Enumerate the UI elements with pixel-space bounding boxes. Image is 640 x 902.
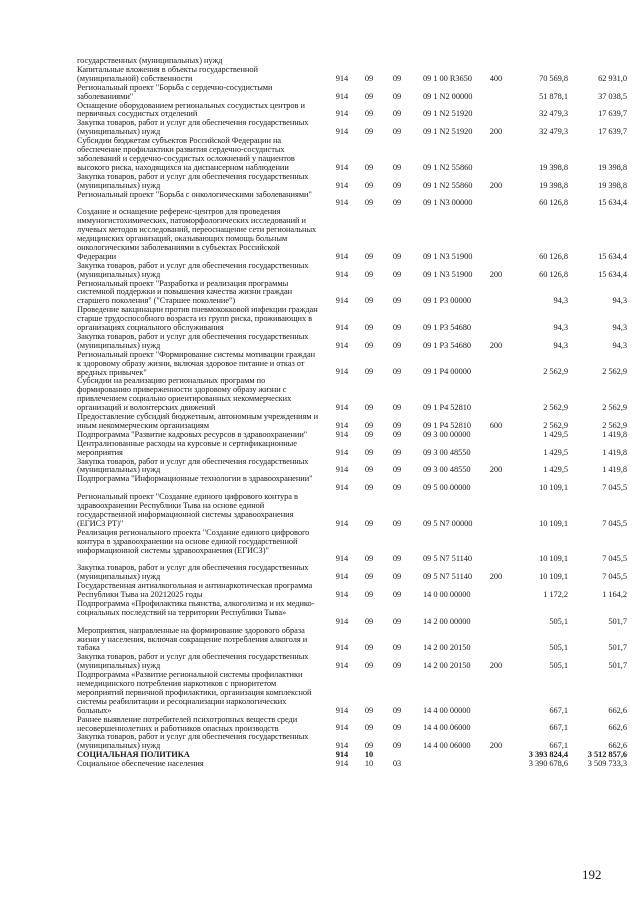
row-target-article-cell: 09 3 00 48550 bbox=[423, 447, 471, 457]
row-ved-cell: 914 bbox=[335, 705, 349, 715]
row-section-cell: 09 bbox=[364, 162, 374, 172]
row-name-cell: Создание и оснащение референс-центров для проведения иммуногистохимических, патоморфологических исследований и лучевых методов исследований, переоснащение сети региональных медицинских организаций, оказывающих помощь больным онкологическими заболеваниями в субъектах Российской Федерации bbox=[77, 207, 317, 261]
row-target-article-cell: 14 2 00 20150 bbox=[423, 661, 471, 671]
row-subsection-cell: 09 bbox=[392, 198, 402, 208]
row-section-cell: 09 bbox=[364, 723, 374, 733]
row-target-article-cell: 09 5 00 00000 bbox=[423, 483, 471, 493]
row-name-cell: Раннее выявление потребителей психотропных веществ среди несовершеннолетних и работников опасных производств bbox=[77, 714, 298, 733]
row-ved-cell: 914 bbox=[335, 340, 349, 350]
row-amount-year1-cell: 505,1 bbox=[549, 616, 568, 626]
table-row bbox=[0, 102, 640, 120]
table-row bbox=[0, 191, 640, 209]
row-name-cell: Региональный проект "Формирование системы мотивации граждан к здоровому образу жизни, включая здоровое питание и отказ от вредных привычек" bbox=[77, 349, 316, 377]
row-target-article-cell: 09 1 P4 52810 bbox=[423, 420, 471, 430]
row-amount-year2-cell: 662,6 bbox=[608, 741, 627, 751]
row-expense-type-cell: 200 bbox=[489, 269, 503, 279]
row-amount-year1-cell: 70 569,8 bbox=[539, 73, 568, 83]
row-ved-cell: 914 bbox=[335, 251, 349, 261]
row-amount-year2-cell: 15 634,4 bbox=[598, 198, 627, 208]
row-expense-type-cell: 200 bbox=[489, 661, 503, 671]
row-target-article-cell: 09 1 P3 54680 bbox=[423, 322, 471, 332]
table-row bbox=[0, 564, 640, 582]
row-ved-cell: 914 bbox=[335, 750, 349, 760]
row-amount-year1-cell: 60 126,8 bbox=[539, 251, 568, 261]
row-target-article-cell: 14 2 00 20150 bbox=[423, 643, 471, 653]
row-name-cell: Капитальные вложения в объекты государственной (муниципальной) собственности bbox=[77, 64, 258, 83]
row-expense-type-cell: 200 bbox=[489, 465, 503, 475]
row-ved-cell: 914 bbox=[335, 403, 349, 413]
row-amount-year2-cell: 1 419,8 bbox=[602, 465, 627, 475]
row-name-cell: Мероприятия, направленные на формирование здорового образа жизни у населения, включая сокращение потребления алкоголя и табака bbox=[77, 625, 308, 653]
row-section-cell: 09 bbox=[364, 73, 374, 83]
row-subsection-cell: 09 bbox=[392, 367, 402, 377]
row-amount-year2-cell: 37 038,5 bbox=[598, 91, 627, 101]
row-subsection-cell: 09 bbox=[392, 723, 402, 733]
table-row bbox=[0, 529, 640, 565]
row-amount-year2-cell: 19 398,8 bbox=[598, 180, 627, 190]
row-ved-cell: 914 bbox=[335, 127, 349, 137]
row-amount-year2-cell: 17 639,7 bbox=[598, 127, 627, 137]
row-amount-year2-cell: 94,3 bbox=[612, 322, 627, 332]
row-name-cell: Подпрограмма "Информационные технологии в здравоохранении" bbox=[77, 474, 313, 484]
row-amount-year2-cell: 2 562,9 bbox=[602, 367, 627, 377]
row-amount-year1-cell: 667,1 bbox=[549, 705, 568, 715]
row-name-cell: Закупка товаров, работ и услуг для обеспечения государственных (муниципальных) нужд bbox=[77, 732, 309, 751]
row-subsection-cell: 09 bbox=[392, 429, 402, 439]
row-target-article-cell: 09 1 P3 54680 bbox=[423, 340, 471, 350]
row-ved-cell: 914 bbox=[335, 296, 349, 306]
row-name-cell: Региональный проект "Создание единого цифрового контура в здравоохранении Республики Тыва на основе единой государственной информационной системы здравоохранения (ЕГИСЗ РТ)" bbox=[77, 492, 298, 528]
row-subsection-cell: 09 bbox=[392, 296, 402, 306]
row-amount-year1-cell: 1 429,5 bbox=[543, 447, 568, 457]
row-section-cell: 09 bbox=[364, 91, 374, 101]
row-section-cell: 09 bbox=[364, 483, 374, 493]
row-subsection-cell: 09 bbox=[392, 643, 402, 653]
row-amount-year1-cell: 94,3 bbox=[553, 296, 568, 306]
row-target-article-cell: 09 5 N7 00000 bbox=[423, 518, 473, 528]
row-subsection-cell: 09 bbox=[392, 162, 402, 172]
row-subsection-cell: 09 bbox=[392, 403, 402, 413]
row-name-cell: Закупка товаров, работ и услуг для обеспечения государственных (муниципальных) нужд bbox=[77, 260, 309, 279]
row-amount-year1-cell: 667,1 bbox=[549, 741, 568, 751]
row-amount-year1-cell: 19 398,8 bbox=[539, 180, 568, 190]
row-ved-cell: 914 bbox=[335, 322, 349, 332]
row-target-article-cell: 09 1 N3 51900 bbox=[423, 269, 473, 279]
row-section-cell: 09 bbox=[364, 643, 374, 653]
row-target-article-cell: 09 1 P4 00000 bbox=[423, 367, 471, 377]
row-name-cell: Подпрограмма «Развитие региональной системы профилактики немедицинского потребления наркотиков с приоритетом мероприятий первичной профилактики, организация комплексной системы реабилитации и ресоциализации наркологических больных» bbox=[77, 670, 312, 715]
row-amount-year1-cell: 51 878,1 bbox=[539, 91, 568, 101]
table-row bbox=[0, 716, 640, 734]
row-amount-year2-cell: 3 509 733,3 bbox=[587, 759, 627, 769]
row-name-cell: Централизованные расходы на курсовые и сертификационные мероприятия bbox=[77, 438, 297, 457]
row-section-cell: 09 bbox=[364, 269, 374, 279]
row-section-cell: 09 bbox=[364, 429, 374, 439]
table-row bbox=[0, 653, 640, 671]
table-row bbox=[0, 306, 640, 333]
row-subsection-cell: 09 bbox=[392, 661, 402, 671]
row-target-article-cell: 09 1 N2 51920 bbox=[423, 109, 473, 119]
row-expense-type-cell: 200 bbox=[489, 340, 503, 350]
row-ved-cell: 914 bbox=[335, 109, 349, 119]
row-amount-year1-cell: 1 429,5 bbox=[543, 465, 568, 475]
row-section-cell: 09 bbox=[364, 705, 374, 715]
row-amount-year1-cell: 10 109,1 bbox=[539, 483, 568, 493]
row-amount-year1-cell: 94,3 bbox=[553, 340, 568, 350]
row-section-cell: 09 bbox=[364, 367, 374, 377]
row-ved-cell: 914 bbox=[335, 162, 349, 172]
table-row bbox=[0, 413, 640, 431]
row-name-cell: Проведение вакцинации против пневмококковой инфекции граждан старше трудоспособного возраста из групп риска, проживающих в организациях социального обслуживания bbox=[77, 305, 318, 332]
row-subsection-cell: 09 bbox=[392, 322, 402, 332]
row-target-article-cell: 09 1 P3 00000 bbox=[423, 296, 471, 306]
row-subsection-cell: 09 bbox=[392, 340, 402, 350]
row-name-cell: Закупка товаров, работ и услуг для обеспечения государственных (муниципальных) нужд bbox=[77, 456, 309, 475]
row-amount-year2-cell: 501,7 bbox=[608, 616, 627, 626]
row-amount-year2-cell: 1 419,8 bbox=[602, 447, 627, 457]
row-ved-cell: 914 bbox=[335, 554, 349, 564]
row-ved-cell: 914 bbox=[335, 91, 349, 101]
row-amount-year1-cell: 667,1 bbox=[549, 723, 568, 733]
row-target-article-cell: 14 2 00 00000 bbox=[423, 616, 471, 626]
row-name-cell: Региональный проект "Борьба с онкологическими заболеваниями" bbox=[77, 189, 312, 199]
row-section-cell: 09 bbox=[364, 127, 374, 137]
table-row bbox=[0, 173, 640, 191]
table-row bbox=[0, 440, 640, 458]
row-section-cell: 09 bbox=[364, 198, 374, 208]
row-amount-year2-cell: 1 164,2 bbox=[602, 589, 627, 599]
row-section-cell: 09 bbox=[364, 554, 374, 564]
row-subsection-cell: 09 bbox=[392, 741, 402, 751]
row-name-cell: Закупка товаров, работ и услуг для обеспечения государственных (муниципальных) нужд bbox=[77, 563, 309, 582]
row-ved-cell: 914 bbox=[335, 483, 349, 493]
row-amount-year2-cell: 662,6 bbox=[608, 723, 627, 733]
row-name-cell: Оснащение оборудованием региональных сосудистых центров и первичных сосудистых отделений bbox=[77, 100, 305, 119]
row-subsection-cell: 09 bbox=[392, 269, 402, 279]
table-row bbox=[0, 208, 640, 261]
row-subsection-cell: 09 bbox=[392, 251, 402, 261]
row-section-cell: 10 bbox=[364, 759, 374, 769]
page-number: 192 bbox=[582, 867, 602, 882]
row-ved-cell: 914 bbox=[335, 180, 349, 190]
row-subsection-cell: 09 bbox=[392, 109, 402, 119]
table-row bbox=[0, 262, 640, 280]
row-amount-year2-cell: 662,6 bbox=[608, 705, 627, 715]
row-target-article-cell: 09 1 N3 51900 bbox=[423, 251, 473, 261]
table-row bbox=[0, 377, 640, 413]
row-target-article-cell: 09 1 N2 55860 bbox=[423, 162, 473, 172]
row-name-cell: Подпрограмма «Профилактика пьянства, алкоголизма и их медико-социальных последствий на территории Республики Тыва» bbox=[77, 598, 315, 617]
row-ved-cell: 914 bbox=[335, 572, 349, 582]
row-ved-cell: 914 bbox=[335, 723, 349, 733]
row-amount-year1-cell: 2 562,9 bbox=[543, 420, 568, 430]
row-ved-cell: 914 bbox=[335, 198, 349, 208]
row-amount-year1-cell: 60 126,8 bbox=[539, 269, 568, 279]
row-name-cell: Закупка товаров, работ и услуг для обеспечения государственных (муниципальных) нужд bbox=[77, 331, 309, 350]
row-amount-year2-cell: 94,3 bbox=[612, 296, 627, 306]
row-ved-cell: 914 bbox=[335, 465, 349, 475]
row-ved-cell: 914 bbox=[335, 518, 349, 528]
row-amount-year1-cell: 32 479,3 bbox=[539, 109, 568, 119]
row-subsection-cell: 09 bbox=[392, 483, 402, 493]
row-subsection-cell: 09 bbox=[392, 420, 402, 430]
row-expense-type-cell: 600 bbox=[489, 420, 503, 430]
table-row bbox=[0, 627, 640, 654]
row-amount-year1-cell: 94,3 bbox=[553, 322, 568, 332]
row-subsection-cell: 09 bbox=[392, 465, 402, 475]
row-ved-cell: 914 bbox=[335, 643, 349, 653]
row-name-cell: государственных (муниципальных) нужд bbox=[77, 56, 223, 65]
row-subsection-cell: 09 bbox=[392, 518, 402, 528]
row-amount-year1-cell: 32 479,3 bbox=[539, 127, 568, 137]
row-expense-type-cell: 200 bbox=[489, 180, 503, 190]
row-amount-year2-cell: 7 045,5 bbox=[602, 554, 627, 564]
row-section-cell: 09 bbox=[364, 296, 374, 306]
row-name-cell: Подпрограмма "Развитие кадровых ресурсов в здравоохранении" bbox=[77, 429, 308, 439]
row-ved-cell: 914 bbox=[335, 73, 349, 83]
row-subsection-cell: 09 bbox=[392, 91, 402, 101]
row-subsection-cell: 09 bbox=[392, 73, 402, 83]
row-subsection-cell: 09 bbox=[392, 180, 402, 190]
row-name-cell: Закупка товаров, работ и услуг для обеспечения государственных (муниципальных) нужд bbox=[77, 652, 309, 671]
table-row bbox=[0, 66, 640, 84]
row-amount-year2-cell: 94,3 bbox=[612, 340, 627, 350]
row-name-cell: Предоставление субсидий бюджетным, автономным учреждениям и иным некоммерческим организациям bbox=[77, 412, 318, 430]
row-target-article-cell: 09 1 N2 55860 bbox=[423, 180, 473, 190]
row-target-article-cell: 09 1 N3 00000 bbox=[423, 198, 473, 208]
row-name-cell: Реализация регионального проекта "Создание единого цифрового контура в здравоохранении на основе единой государственной информационной системы здравоохранения (ЕГИСЗ)" bbox=[77, 527, 310, 555]
row-target-article-cell: 14 0 00 00000 bbox=[423, 589, 471, 599]
row-name-cell: Субсидии на реализацию региональных программ по формированию приверженности здоровому образу жизни с привлечением социально ориентированных некоммерческих организаций и волонтерских движений bbox=[77, 376, 292, 413]
table-row bbox=[0, 84, 640, 102]
table-row bbox=[0, 351, 640, 378]
row-section-cell: 09 bbox=[364, 589, 374, 599]
table-row bbox=[0, 475, 640, 493]
row-subsection-cell: 03 bbox=[392, 759, 402, 769]
row-amount-year2-cell: 7 045,5 bbox=[602, 483, 627, 493]
row-ved-cell: 914 bbox=[335, 447, 349, 457]
table-row bbox=[0, 671, 640, 716]
row-section-cell: 09 bbox=[364, 572, 374, 582]
row-amount-year1-cell: 60 126,8 bbox=[539, 198, 568, 208]
row-amount-year1-cell: 1 429,5 bbox=[543, 429, 568, 439]
row-amount-year1-cell: 10 109,1 bbox=[539, 554, 568, 564]
row-amount-year1-cell: 3 390 678,6 bbox=[528, 759, 568, 769]
table-row bbox=[0, 119, 640, 137]
table-row bbox=[0, 600, 640, 627]
row-amount-year2-cell: 3 512 857,6 bbox=[587, 750, 627, 760]
row-ved-cell: 914 bbox=[335, 589, 349, 599]
row-amount-year2-cell: 17 639,7 bbox=[598, 109, 627, 119]
row-amount-year2-cell: 62 931,0 bbox=[598, 73, 627, 83]
row-name-cell: Государственная антиалкогольная и антинаркотическая программа Республики Тыва на 20212025 годы bbox=[77, 581, 313, 599]
row-amount-year1-cell: 2 562,9 bbox=[543, 403, 568, 413]
row-expense-type-cell: 400 bbox=[489, 73, 503, 83]
row-subsection-cell: 09 bbox=[392, 554, 402, 564]
row-target-article-cell: 14 4 00 06000 bbox=[423, 741, 471, 751]
row-name-cell: Закупка товаров, работ и услуг для обеспечения государственных (муниципальных) нужд bbox=[77, 171, 309, 190]
row-name-cell: Региональный проект "Борьба с сердечно-сосудистыми заболеваниями" bbox=[77, 82, 273, 101]
row-amount-year1-cell: 10 109,1 bbox=[539, 518, 568, 528]
row-section-cell: 10 bbox=[364, 750, 374, 760]
row-subsection-cell: 09 bbox=[392, 616, 402, 626]
row-target-article-cell: 14 4 00 00000 bbox=[423, 705, 471, 715]
row-subsection-cell: 09 bbox=[392, 572, 402, 582]
row-section-cell: 09 bbox=[364, 420, 374, 430]
row-target-article-cell: 09 3 00 48550 bbox=[423, 465, 471, 475]
row-section-cell: 09 bbox=[364, 180, 374, 190]
table-row bbox=[0, 733, 640, 751]
row-amount-year1-cell: 10 109,1 bbox=[539, 572, 568, 582]
row-amount-year2-cell: 1 419,8 bbox=[602, 429, 627, 439]
row-section-cell: 09 bbox=[364, 741, 374, 751]
row-ved-cell: 914 bbox=[335, 269, 349, 279]
table-row bbox=[0, 280, 640, 307]
table-row bbox=[0, 458, 640, 476]
row-target-article-cell: 09 1 N2 51920 bbox=[423, 127, 473, 137]
row-ved-cell: 914 bbox=[335, 759, 349, 769]
row-name-cell: Социальное обеспечение населения bbox=[77, 759, 204, 769]
row-target-article-cell: 09 5 N7 51140 bbox=[423, 572, 473, 582]
table-row bbox=[0, 333, 640, 351]
row-name-cell: Субсидии бюджетам субъектов Российской Федерации на обеспечение профилактики развития сердечно-сосудистых заболеваний и сердечно-сосудистых осложнений у пациентов высокого риска, находящихся на диспансерном наблюдении bbox=[77, 136, 295, 172]
row-expense-type-cell: 200 bbox=[489, 741, 503, 751]
row-section-cell: 09 bbox=[364, 340, 374, 350]
row-amount-year1-cell: 2 562,9 bbox=[543, 367, 568, 377]
row-ved-cell: 914 bbox=[335, 616, 349, 626]
row-section-cell: 09 bbox=[364, 403, 374, 413]
row-amount-year2-cell: 501,7 bbox=[608, 661, 627, 671]
table-row bbox=[0, 493, 640, 529]
table-row bbox=[0, 137, 640, 173]
row-subsection-cell: 09 bbox=[392, 705, 402, 715]
row-section-cell: 09 bbox=[364, 661, 374, 671]
row-ved-cell: 914 bbox=[335, 420, 349, 430]
row-amount-year1-cell: 19 398,8 bbox=[539, 162, 568, 172]
row-target-article-cell: 09 1 P4 52810 bbox=[423, 403, 471, 413]
row-ved-cell: 914 bbox=[335, 367, 349, 377]
row-target-article-cell: 09 1 N2 00000 bbox=[423, 91, 473, 101]
row-name-cell: Региональный проект "Разработка и реализация программы системной поддержки и повышения качества жизни граждан старшего поколения" ("Старшее поколение") bbox=[77, 278, 293, 306]
row-ved-cell: 914 bbox=[335, 429, 349, 439]
row-ved-cell: 914 bbox=[335, 661, 349, 671]
row-amount-year2-cell: 19 398,8 bbox=[598, 162, 627, 172]
row-section-cell: 09 bbox=[364, 447, 374, 457]
row-section-cell: 09 bbox=[364, 616, 374, 626]
row-expense-type-cell: 200 bbox=[489, 127, 503, 137]
row-section-cell: 09 bbox=[364, 109, 374, 119]
row-target-article-cell: 09 1 00 R3650 bbox=[423, 73, 472, 83]
row-target-article-cell: 14 4 00 06000 bbox=[423, 723, 471, 733]
row-amount-year2-cell: 2 562,9 bbox=[602, 403, 627, 413]
row-subsection-cell: 09 bbox=[392, 127, 402, 137]
row-section-cell: 09 bbox=[364, 465, 374, 475]
row-section-cell: 09 bbox=[364, 518, 374, 528]
row-expense-type-cell: 200 bbox=[489, 572, 503, 582]
row-ved-cell: 914 bbox=[335, 741, 349, 751]
row-target-article-cell: 09 5 N7 51140 bbox=[423, 554, 473, 564]
row-amount-year2-cell: 15 634,4 bbox=[598, 251, 627, 261]
row-target-article-cell: 09 3 00 00000 bbox=[423, 429, 471, 439]
row-amount-year1-cell: 1 172,2 bbox=[543, 589, 568, 599]
row-section-cell: 09 bbox=[364, 251, 374, 261]
row-amount-year1-cell: 505,1 bbox=[549, 643, 568, 653]
row-amount-year2-cell: 15 634,4 bbox=[598, 269, 627, 279]
row-amount-year2-cell: 7 045,5 bbox=[602, 572, 627, 582]
row-section-cell: 09 bbox=[364, 322, 374, 332]
row-amount-year1-cell: 3 393 824,4 bbox=[528, 750, 568, 760]
row-subsection-cell: 09 bbox=[392, 589, 402, 599]
row-amount-year2-cell: 501,7 bbox=[608, 643, 627, 653]
table-row bbox=[0, 582, 640, 600]
row-amount-year1-cell: 505,1 bbox=[549, 661, 568, 671]
row-name-cell: Закупка товаров, работ и услуг для обеспечения государственных (муниципальных) нужд bbox=[77, 118, 309, 137]
row-amount-year2-cell: 7 045,5 bbox=[602, 518, 627, 528]
row-subsection-cell: 09 bbox=[392, 447, 402, 457]
table-row bbox=[0, 760, 640, 769]
row-amount-year2-cell: 2 562,9 bbox=[602, 420, 627, 430]
row-name-cell: СОЦИАЛЬНАЯ ПОЛИТИКА bbox=[77, 750, 190, 760]
